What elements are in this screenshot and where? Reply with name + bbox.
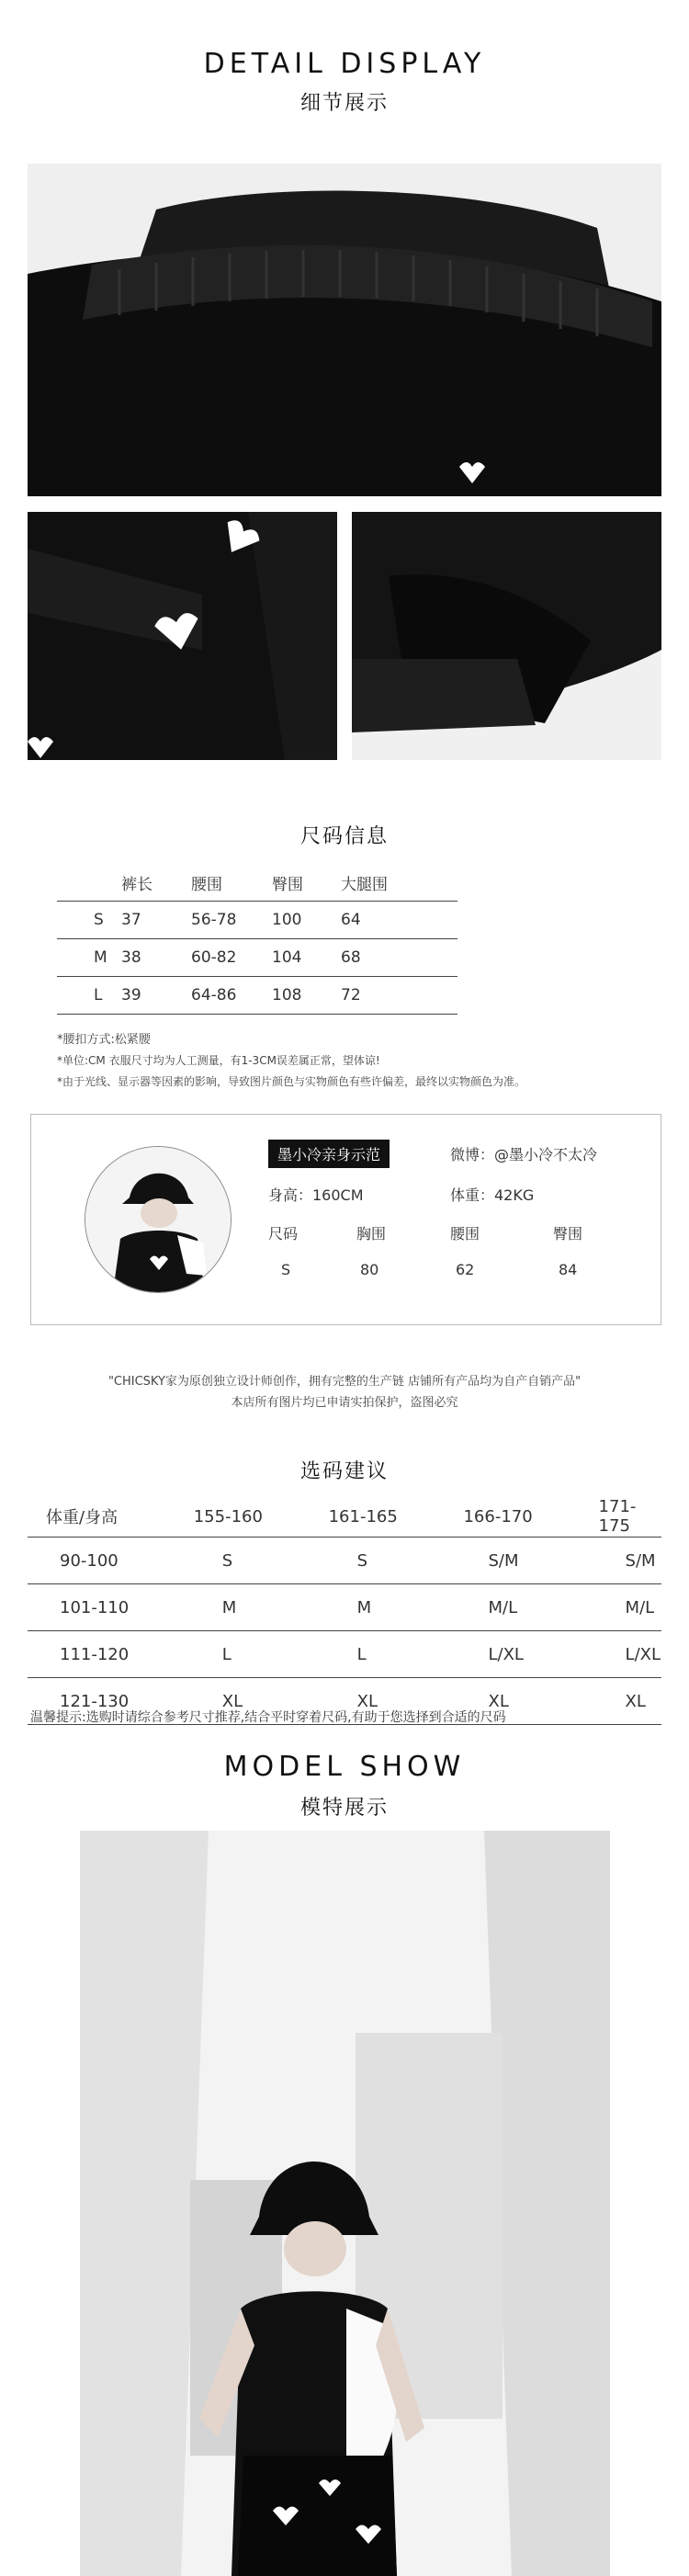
recommend-cell: 90-100 — [28, 1538, 193, 1584]
size-cell: 100 — [272, 902, 341, 939]
model-value-hip: 84 — [559, 1261, 578, 1278]
size-table — [57, 864, 457, 1015]
recommend-title: 选码建议 — [299, 1460, 389, 1483]
size-info-title: 尺码信息 — [299, 825, 389, 848]
detail-photo-waistband — [28, 164, 661, 496]
size-note-waist: *腰扣方式:松紧腰 — [57, 1033, 151, 1047]
recommend-cell: L — [193, 1631, 328, 1678]
recommend-cell: XL — [462, 1678, 597, 1725]
table-row — [28, 1631, 661, 1678]
recommend-cell: XL — [598, 1678, 661, 1725]
size-cell: 72 — [341, 977, 457, 1015]
size-header-cell — [57, 864, 121, 902]
size-cell: 38 — [121, 939, 191, 977]
recommend-table — [28, 1496, 661, 1725]
size-cell: 104 — [272, 939, 341, 977]
recommend-cell: XL — [328, 1678, 463, 1725]
recommend-cell: 101-110 — [28, 1584, 193, 1631]
size-cell: 56-78 — [191, 902, 272, 939]
detail-photo-hearts — [28, 512, 337, 760]
model-header-waist: 腰围 — [450, 1225, 480, 1243]
size-cell: M — [57, 939, 121, 977]
model-value-size: S — [281, 1261, 291, 1278]
recommend-header-row — [28, 1496, 661, 1538]
recommend-cell: M/L — [598, 1584, 661, 1631]
size-header-cell: 裤长 — [121, 875, 152, 894]
size-header-cell: 臀围 — [272, 875, 303, 894]
size-note-unit: *单位:CM 衣服尺寸均为人工测量，有1-3CM误差属正常，望体谅! — [57, 1054, 380, 1067]
recommend-header-cell: 161-165 — [328, 1496, 463, 1538]
table-row — [57, 902, 457, 939]
recommend-cell: S — [193, 1538, 328, 1584]
recommend-cell: XL — [193, 1678, 328, 1725]
table-row — [57, 939, 457, 977]
model-show-title-en: MODEL SHOW — [223, 1751, 466, 1783]
size-cell: 37 — [121, 902, 191, 939]
model-height: 身高：160CM — [268, 1186, 364, 1204]
size-cell: 64-86 — [191, 977, 272, 1015]
size-cell: 68 — [341, 939, 457, 977]
model-header-bust: 胸围 — [356, 1225, 387, 1243]
recommend-cell: S — [328, 1538, 463, 1584]
size-cell: L — [57, 977, 121, 1015]
size-cell: S — [57, 902, 121, 939]
recommend-cell: M — [193, 1584, 328, 1631]
model-weibo: 微博：@墨小冷不太冷 — [450, 1146, 598, 1163]
size-header-cell: 大腿围 — [341, 875, 388, 894]
model-value-bust: 80 — [360, 1261, 379, 1278]
size-cell: 60-82 — [191, 939, 272, 977]
recommend-cell: L/XL — [598, 1631, 661, 1678]
recommend-header-cell: 155-160 — [193, 1496, 328, 1538]
recommend-header-cell: 171-175 — [598, 1496, 661, 1538]
detail-photo-hem — [352, 512, 661, 760]
recommend-cell: L/XL — [462, 1631, 597, 1678]
copyright-line-1: "CHICSKY家为原创独立设计师创作，拥有完整的生产链 店铺所有产品均为自产自销产品" — [107, 1375, 582, 1389]
size-note-color: *由于光线、显示器等因素的影响，导致图片颜色与实物颜色有些许偏差，最终以实物颜色为准。 — [57, 1075, 526, 1088]
recommend-cell: 121-130 — [28, 1678, 193, 1725]
table-row — [57, 977, 457, 1015]
recommend-cell: M — [328, 1584, 463, 1631]
table-row — [28, 1584, 661, 1631]
model-show-photo — [80, 1831, 610, 2576]
recommend-header-cell: 166-170 — [462, 1496, 597, 1538]
detail-title-en: DETAIL DISPLAY — [203, 48, 486, 80]
size-cell: 64 — [341, 902, 457, 939]
size-cell: 39 — [121, 977, 191, 1015]
size-cell: 108 — [272, 977, 341, 1015]
copyright-line-2: 本店所有图片均已申请实拍保护，盗图必究 — [231, 1396, 458, 1410]
model-weight: 体重：42KG — [450, 1186, 535, 1204]
recommend-cell: S/M — [462, 1538, 597, 1584]
model-avatar — [85, 1146, 232, 1293]
model-value-waist: 62 — [456, 1261, 475, 1278]
recommend-cell: L — [328, 1631, 463, 1678]
recommend-cell: S/M — [598, 1538, 661, 1584]
size-table-header — [57, 864, 457, 902]
recommend-header-cell: 体重/身高 — [28, 1496, 193, 1538]
detail-title-cn: 细节展示 — [299, 92, 389, 115]
recommend-cell: 111-120 — [28, 1631, 193, 1678]
model-show-title-cn: 模特展示 — [299, 1797, 389, 1820]
size-header-cell: 腰围 — [191, 875, 222, 894]
table-row — [28, 1538, 661, 1584]
recommend-tip: 温馨提示:选购时请综合参考尺寸推荐,结合平时穿着尺码,有助于您选择到合适的尺码 — [30, 1710, 506, 1725]
model-header-hip: 臀围 — [553, 1225, 583, 1243]
recommend-cell: M/L — [462, 1584, 597, 1631]
model-header-size: 尺码 — [268, 1225, 299, 1243]
model-badge: 墨小冷亲身示范 — [268, 1140, 390, 1168]
